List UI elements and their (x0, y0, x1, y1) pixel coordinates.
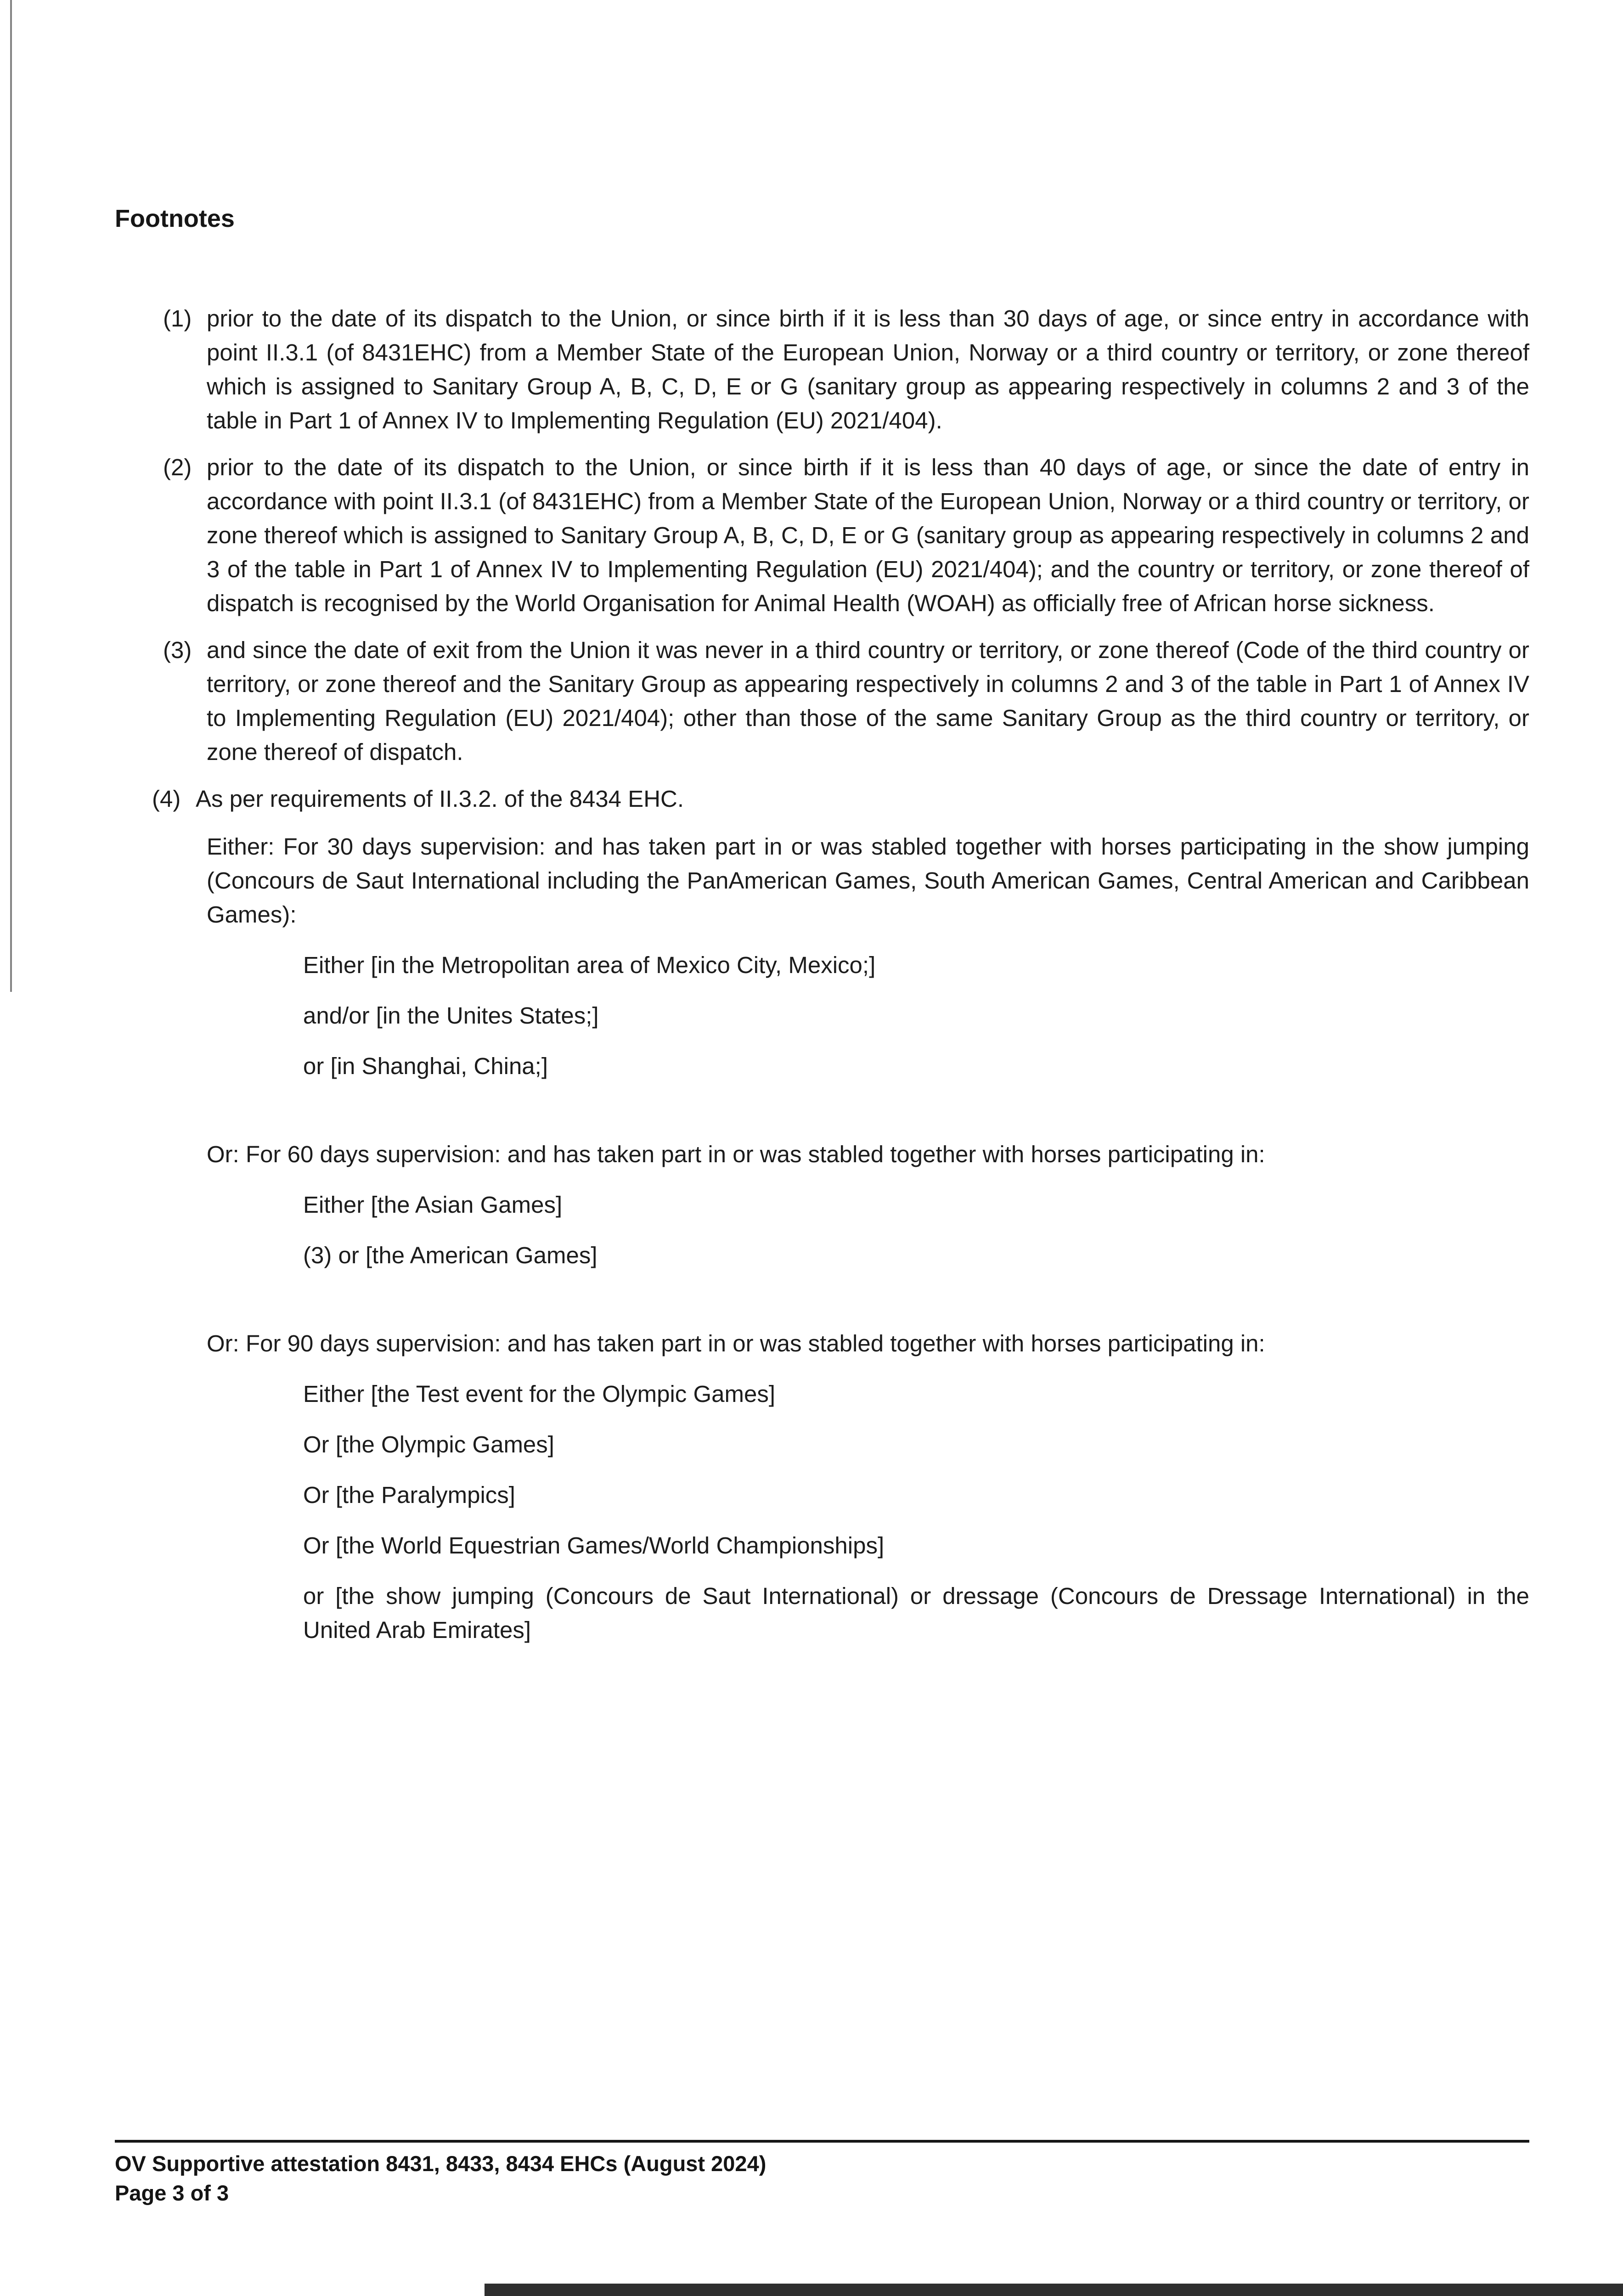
supervision-60-days-intro: Or: For 60 days supervision: and has taken part in or was stabled together with horses participating in: (207, 1141, 1265, 1167)
supervision-30-days-intro: Either: For 30 days supervision: and has taken part in or was stabled together with horses participating in the show jumping (Concours de Saut International including the PanAmerican Games, South American Games, Central American and Caribbean Games): (207, 833, 1529, 928)
supervision-60-option-american-games: (3) or [the American Games] (303, 1242, 597, 1268)
supervision-90-option-uae: or [the show jumping (Concours de Saut International) or dressage (Concours de Dressage International) in the United Arab Emirates] (303, 1583, 1529, 1643)
supervision-90-option-olympic-games: Or [the Olympic Games] (303, 1431, 554, 1458)
footnote-1-number: (1) (163, 305, 192, 332)
supervision-60-days-section (207, 1137, 1529, 1272)
supervision-30-days-section (207, 830, 1529, 1083)
footnote-1 (115, 302, 1529, 438)
footnote-1-text: prior to the date of its dispatch to the Union, or since birth if it is less than 30 days of age, or since entry in accordance with point II.3.1 (of 8431EHC) from a Member State of the European Union, Norway or a third country or territory, or zone thereof which is assigned to Sanitary Group A, B, C, D, E or G (sanitary group as appearing respectively in columns 2 and 3 of the table in Part 1 of Annex IV to Implementing Regulation (EU) 2021/404). (207, 305, 1529, 433)
footnote-3-number: (3) (163, 637, 192, 663)
scan-bottom-edge-artifact (485, 2284, 1623, 2296)
supervision-90-option-test-event: Either [the Test event for the Olympic Games] (303, 1381, 775, 1407)
footer-page-number: Page 3 of 3 (115, 2181, 229, 2205)
supervision-90-option-paralympics: Or [the Paralympics] (303, 1482, 515, 1508)
footnote-4-number: (4) (152, 786, 181, 812)
footnote-4 (115, 782, 1529, 816)
footnotes-heading: Footnotes (115, 205, 235, 232)
footer-document-reference: OV Supportive attestation 8431, 8433, 8434 EHCs (August 2024) (115, 2151, 766, 2176)
supervision-60-option-asian-games: Either [the Asian Games] (303, 1192, 563, 1218)
supervision-90-days-section (207, 1327, 1529, 1647)
footnote-4-text: As per requirements of II.3.2. of the 8434 EHC. (196, 786, 684, 812)
footnote-2-number: (2) (163, 454, 192, 480)
supervision-30-option-united-states: and/or [in the Unites States;] (303, 1002, 599, 1029)
supervision-90-days-intro: Or: For 90 days supervision: and has taken part in or was stabled together with horses participating in: (207, 1330, 1265, 1356)
supervision-30-option-shanghai: or [in Shanghai, China;] (303, 1053, 548, 1079)
supervision-90-option-world-equestrian: Or [the World Equestrian Games/World Championships] (303, 1532, 885, 1559)
footnote-2 (115, 450, 1529, 620)
page-footer (115, 2140, 1529, 2208)
footnote-2-text: prior to the date of its dispatch to the Union, or since birth if it is less than 40 days of age, or since the date of entry in accordance with point II.3.1 (of 8431EHC) from a Member State of the European Union, Norway or a third country or territory, or zone thereof which is assigned to Sanitary Group A, B, C, D, E or G (sanitary group as appearing respectively in columns 2 and 3 of the table in Part 1 of Annex IV to Implementing Regulation (EU) 2021/404); and the country or territory, or zone thereof of dispatch is recognised by the World Organisation for Animal Health (WOAH) as officially free of African horse sickness. (207, 454, 1529, 616)
supervision-30-option-mexico: Either [in the Metropolitan area of Mexico City, Mexico;] (303, 952, 876, 978)
footnote-3-text: and since the date of exit from the Union it was never in a third country or territory, or zone thereof (Code of the third country or territory, or zone thereof and the Sanitary Group as appearing respectively in columns 2 and 3 of the table in Part 1 of Annex IV to Implementing Regulation (EU) 2021/404); other than those of the same Sanitary Group as the third country or territory, or zone thereof of dispatch. (207, 637, 1529, 765)
footnote-3 (115, 633, 1529, 769)
